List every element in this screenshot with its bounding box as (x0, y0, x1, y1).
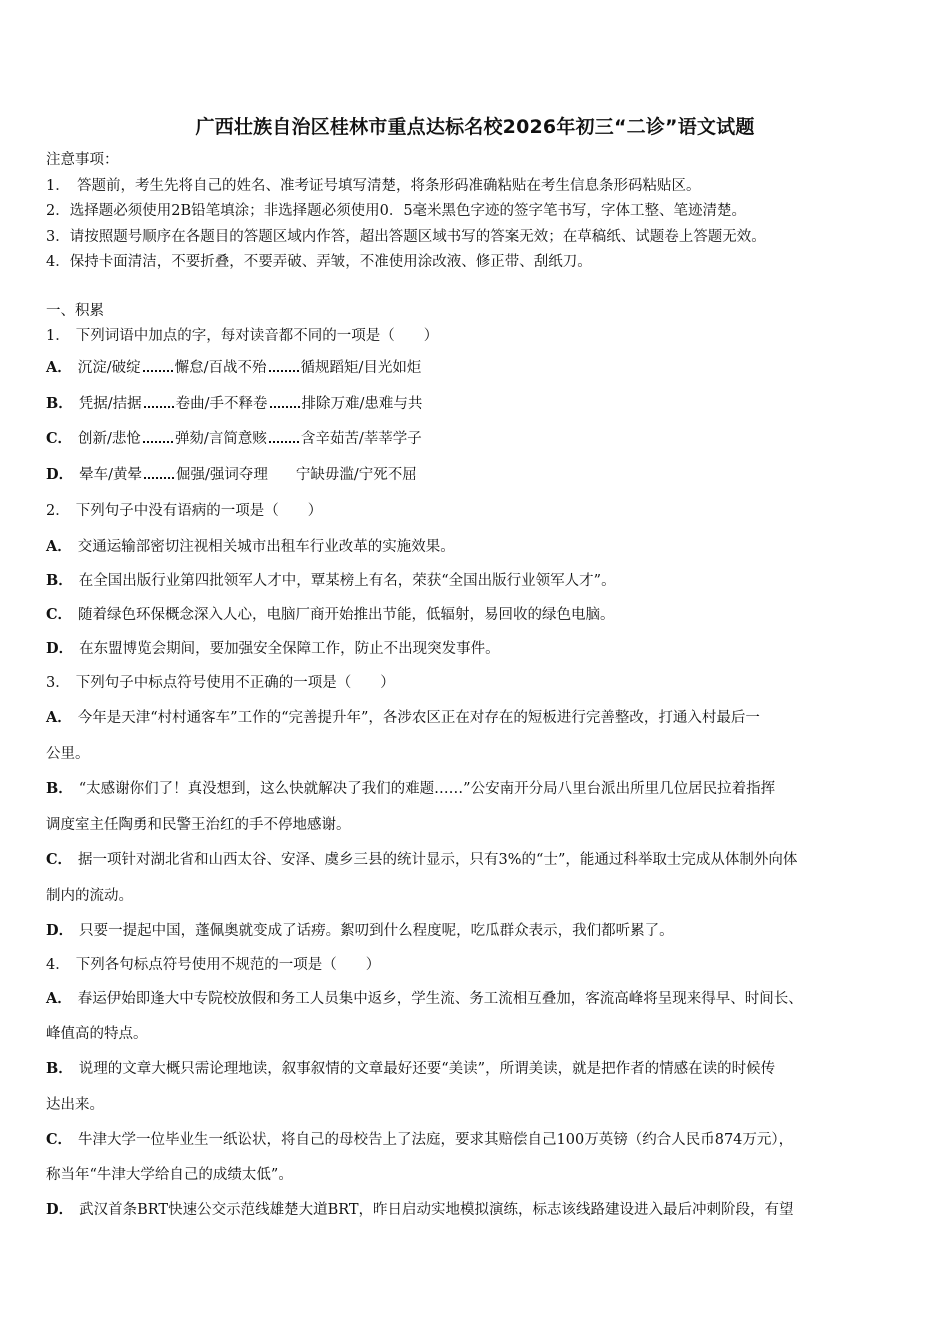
q3-option-b (46, 779, 775, 799)
option-letter: D． (46, 1201, 74, 1218)
option-letter: A． (46, 709, 72, 726)
option-part-2: 懈怠/百战不殆 (174, 360, 267, 376)
q1-option-c (46, 429, 422, 449)
question-number: 1． (46, 328, 70, 344)
emphasis-dots (270, 394, 300, 408)
q4-option-b-cont: 达出来。 (46, 1097, 104, 1113)
q3-option-b-cont: 调度室主任陶勇和民警王治红的手不停地感谢。 (46, 817, 351, 833)
notice-heading: 注意事项： (46, 152, 119, 168)
notice-item-4: 4．保持卡面清洁，不要折叠，不要弄破、弄皱，不准使用涂改液、修正带、刮纸刀。 (46, 254, 592, 270)
q4-option-c (46, 1130, 793, 1150)
q4-option-c-cont: 称当年“牛津大学给自己的成绩太低”。 (46, 1167, 293, 1183)
option-letter: D． (46, 466, 74, 483)
q3-option-a (46, 708, 760, 728)
option-part-3: 宁缺毋滥/宁死不屈 (295, 467, 417, 483)
option-part-1: 晕车/黄晕 (79, 467, 142, 483)
option-letter: B． (46, 572, 73, 589)
q2-option-a (46, 537, 455, 557)
option-text: 今年是天津“村村通客车”工作的“完善提升年”，各涉农区正在对存在的短板进行完善整改，打通入村最后一 (77, 710, 760, 726)
emphasis-dots (269, 358, 299, 372)
option-part-3: 含辛茹苦/莘莘学子 (300, 431, 422, 447)
question-number: 3． (46, 675, 70, 691)
q3-option-c (46, 850, 797, 870)
question-text: 下列句子中没有语病的一项是（ ） (75, 503, 323, 519)
page-title: 广西壮族自治区桂林市重点达标名校2026年初三“二诊”语文试题 (195, 116, 755, 138)
option-text: 在全国出版行业第四批领军人才中，覃某榜上有名，荣获“全国出版行业领军人才”。 (78, 573, 616, 589)
option-letter: C． (46, 430, 73, 447)
option-text: 春运伊始即逢大中专院校放假和务工人员集中返乡，学生流、务工流相互叠加，客流高峰将呈现来得早、时间长、 (77, 991, 803, 1007)
emphasis-dots (269, 429, 299, 443)
q1-option-b (46, 394, 422, 414)
q4-option-b (46, 1059, 775, 1079)
option-text: 牛津大学一位毕业生一纸讼状，将自己的母校告上了法庭，要求其赔偿自己100万英镑（约合人民币874万元）， (78, 1132, 794, 1148)
option-letter: A． (46, 990, 72, 1007)
option-letter: C． (46, 1131, 73, 1148)
q3-option-c-cont: 制内的流动。 (46, 888, 133, 904)
q2-option-b (46, 571, 616, 591)
q2-option-c (46, 605, 615, 625)
emphasis-dots (143, 429, 173, 443)
option-text: 随着绿色环保概念深入人心，电脑厂商开始推出节能，低辐射，易回收的绿色电脑。 (78, 607, 615, 623)
q4-option-a-cont: 峰值高的特点。 (46, 1026, 148, 1042)
notice-item-1: 1． 答题前，考生先将自己的姓名、准考证号填写清楚，将条形码准确粘贴在考生信息条形码粘贴区。 (46, 178, 701, 194)
option-part-3: 排除万难/患难与共 (301, 396, 423, 412)
question-text: 下列句子中标点符号使用不正确的一项是（ ） (75, 675, 395, 691)
option-part-3: 循规蹈矩/目光如炬 (300, 360, 422, 376)
option-text: 交通运输部密切注视相关城市出租车行业改革的实施效果。 (77, 539, 455, 555)
question-2-stem (46, 501, 322, 521)
question-number: 2． (46, 503, 70, 519)
option-part-1: 凭据/拮据 (78, 396, 142, 412)
q3-option-d (46, 921, 674, 941)
option-letter: C． (46, 606, 73, 623)
option-part-2: 卷曲/手不释卷 (175, 396, 268, 412)
option-text: “太感谢你们了！真没想到，这么快就解决了我们的难题……”公安南开分局八里台派出所里几位居民拉着指挥 (78, 781, 776, 797)
q4-option-a (46, 989, 803, 1009)
option-text: 说理的文章大概只需论理地读，叙事叙情的文章最好还要“美读”，所谓美读，就是把作者的情感在读的时候传 (78, 1061, 776, 1077)
option-letter: C． (46, 851, 73, 868)
emphasis-dots (143, 358, 173, 372)
option-text: 在东盟博览会期间，要加强安全保障工作，防止不出现突发事件。 (79, 641, 500, 657)
question-number: 4． (46, 957, 70, 973)
q2-option-d (46, 639, 500, 659)
option-letter: B． (46, 1060, 73, 1077)
option-letter: D． (46, 640, 74, 657)
option-part-1: 沉淀/破绽 (77, 360, 141, 376)
question-text: 下列词语中加点的字，每对读音都不同的一项是（ ） (75, 328, 439, 344)
emphasis-dots (144, 394, 174, 408)
option-text: 武汉首条BRT快速公交示范线雄楚大道BRT，昨日启动实地模拟演练，标志该线路建设进入最后冲刺阶段，有望 (79, 1202, 794, 1218)
q4-option-d (46, 1200, 794, 1220)
q1-option-d (46, 465, 417, 485)
option-letter: B． (46, 395, 73, 412)
option-letter: A． (46, 359, 72, 376)
q3-option-a-cont: 公里。 (46, 746, 90, 762)
section-heading: 一、积累 (46, 303, 104, 319)
q1-option-a (46, 358, 421, 378)
option-part-2: 倔强/强词夺理 (175, 467, 268, 483)
option-part-1: 创新/悲怆 (78, 431, 141, 447)
question-1-stem (46, 326, 438, 346)
option-letter: D． (46, 922, 74, 939)
question-text: 下列各句标点符号使用不规范的一项是（ ） (75, 957, 381, 973)
question-4-stem (46, 955, 380, 975)
option-text: 只要一提起中国，蓬佩奥就变成了话痨。絮叨到什么程度呢，吃瓜群众表示，我们都听累了。 (79, 923, 674, 939)
option-text: 据一项针对湖北省和山西太谷、安泽、虞乡三县的统计显示，只有3%的“士”，能通过科举取士完成从体制外向体 (78, 852, 798, 868)
emphasis-dots (144, 465, 174, 479)
question-3-stem (46, 673, 395, 693)
notice-item-3: 3．请按照题号顺序在各题目的答题区域内作答，超出答题区域书写的答案无效；在草稿纸、试题卷上答题无效。 (46, 229, 766, 245)
option-letter: A． (46, 538, 72, 555)
option-part-2: 弹劾/言简意赅 (174, 431, 267, 447)
option-letter: B． (46, 780, 73, 797)
notice-item-2: 2．选择题必须使用2B铅笔填涂；非选择题必须使用0．5毫米黑色字迹的签字笔书写，字体工整、笔迹清楚。 (46, 203, 747, 219)
